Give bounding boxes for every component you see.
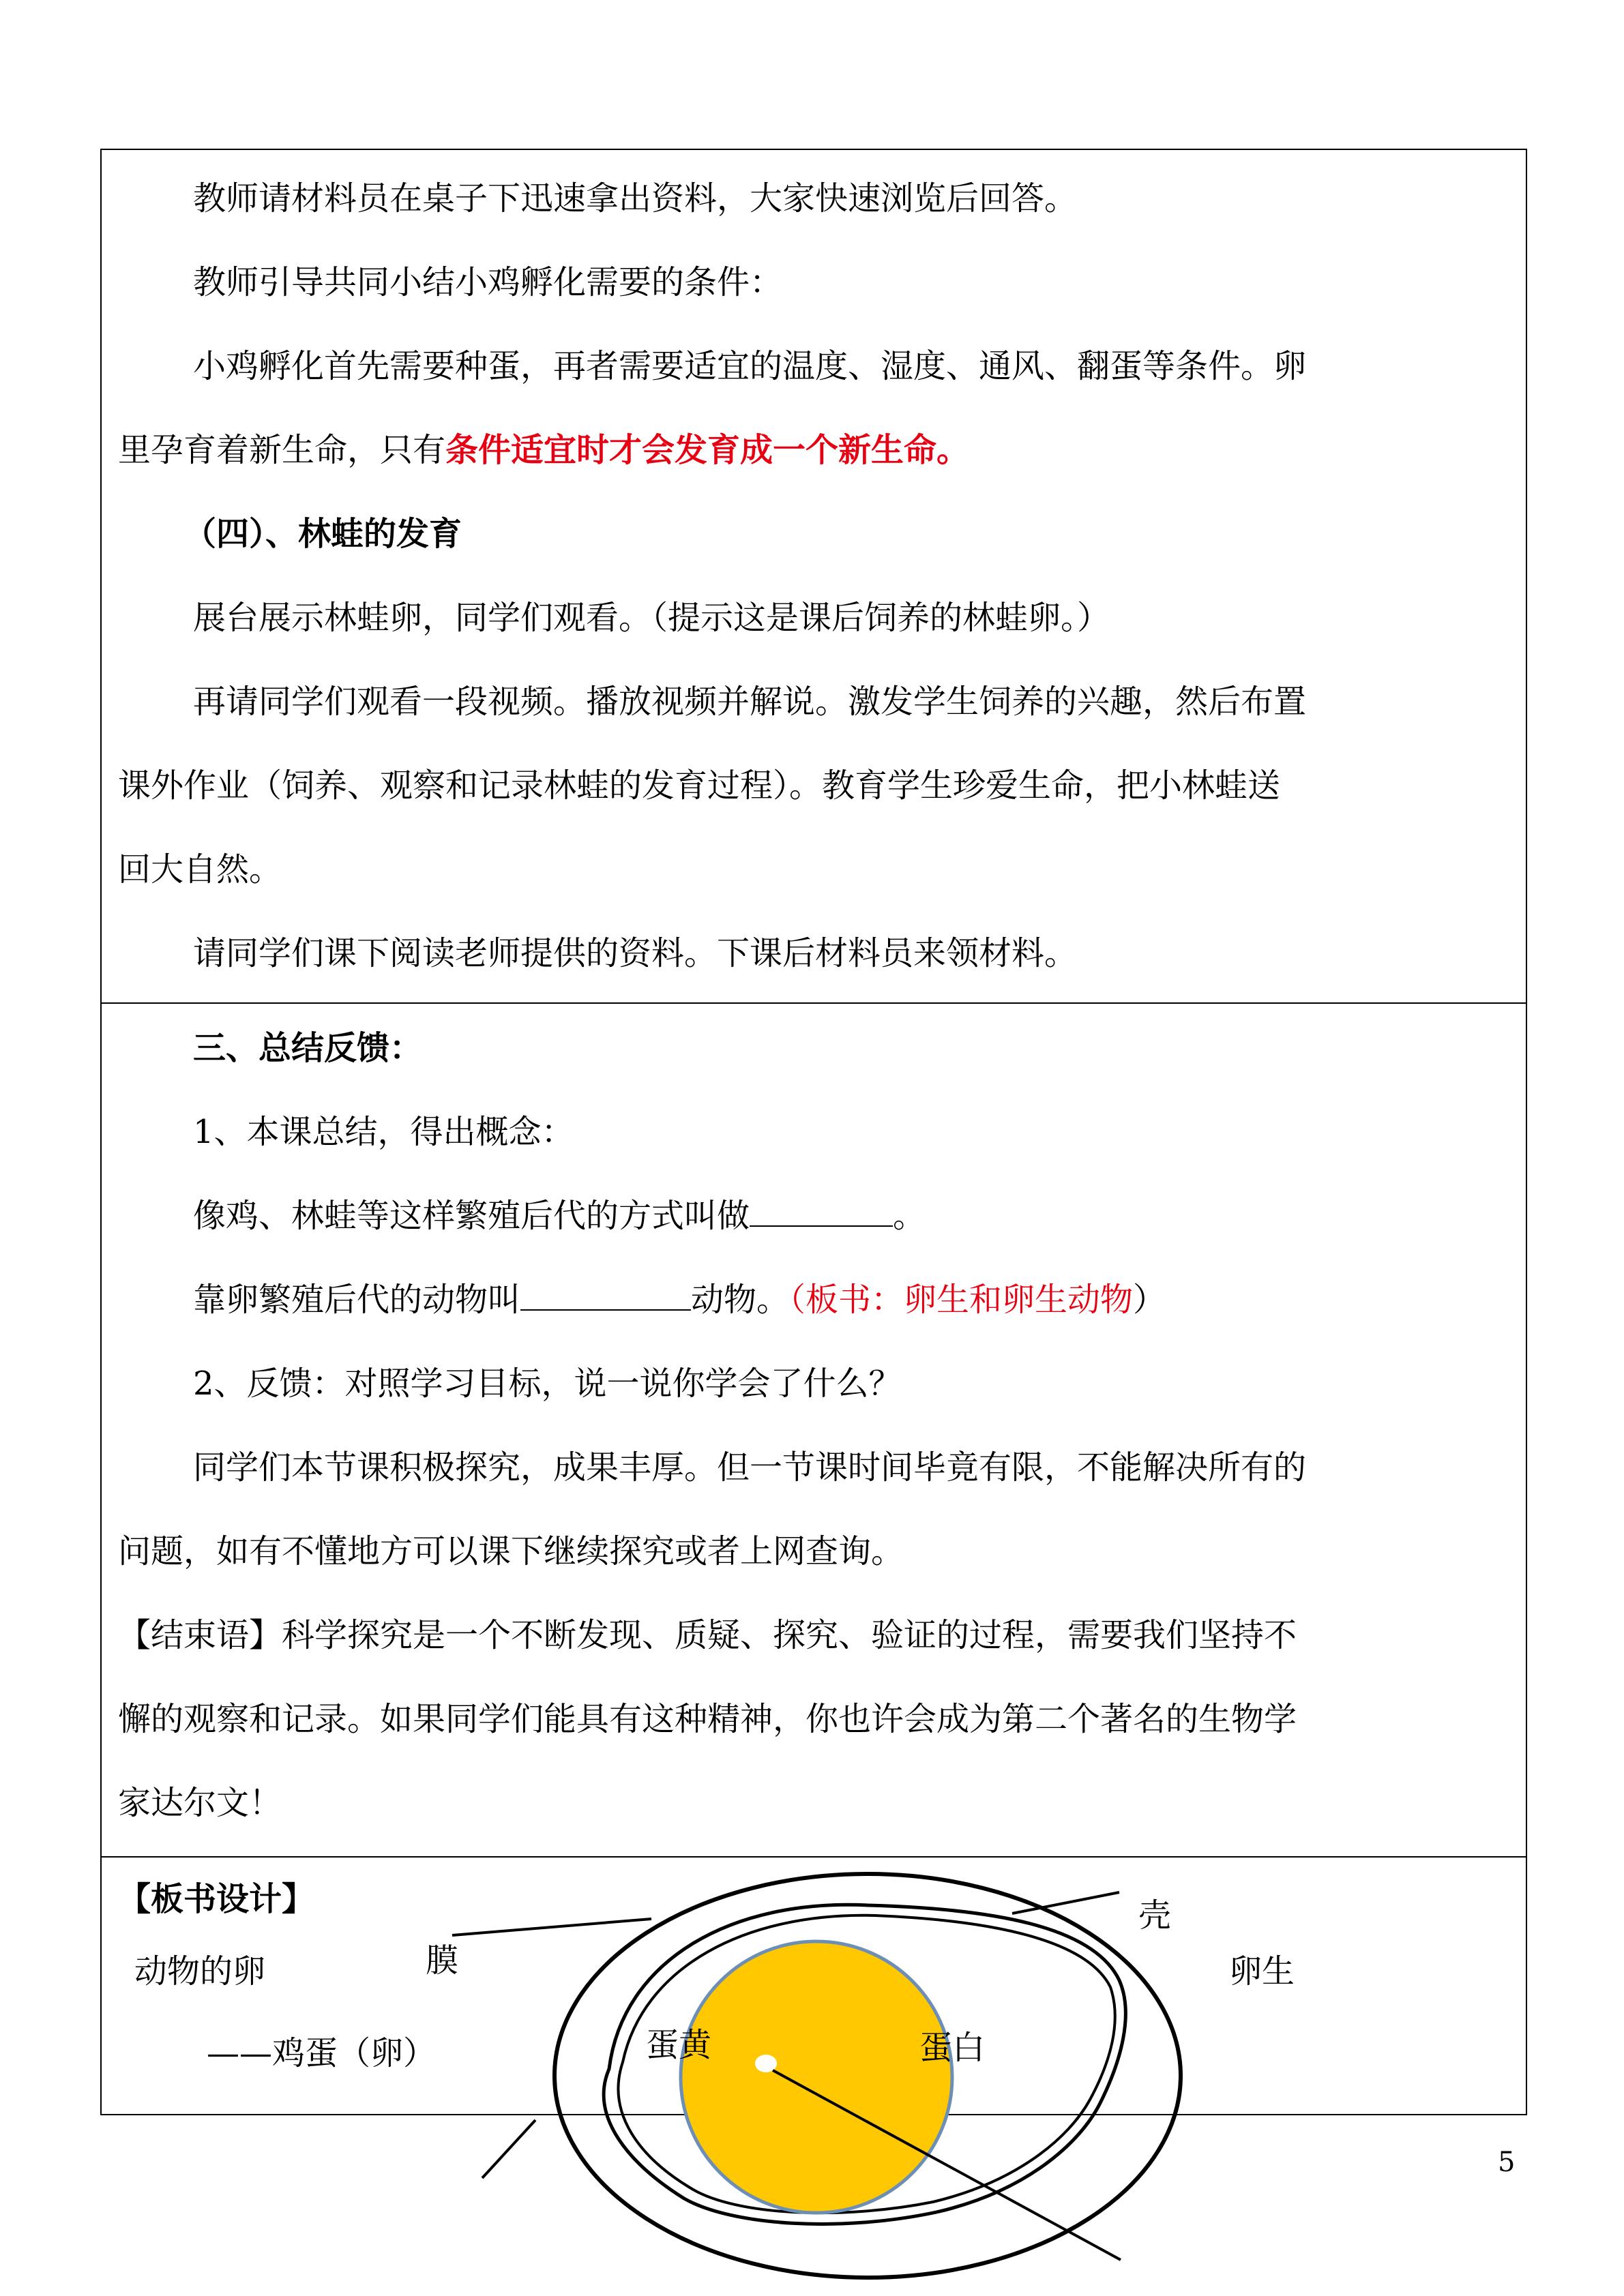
section-activity: [101, 149, 1526, 1003]
paragraph: 小鸡孵化首先需要种蛋，再者需要适宜的温度、湿度、通风、翻蛋等条件。卵: [193, 347, 1307, 385]
paragraph: 教师引导共同小结小鸡孵化需要的条件：: [193, 263, 783, 301]
paragraph: 2、反馈：对照学习目标，说一说你学会了什么？: [193, 1365, 902, 1403]
label-membrane: 膜: [426, 1941, 459, 1980]
closing-remark: 懈的观察和记录。如果同学们能具有这种精神，你也许会成为第二个著名的生物学: [118, 1700, 1297, 1738]
page-number: 5: [1498, 2147, 1516, 2178]
paragraph: 里孕育着新生命，只有条件适宜时才会发育成一个新生命。: [118, 431, 970, 469]
label-yolk: 蛋黄: [646, 2026, 712, 2064]
fill-in-line: 像鸡、林蛙等这样繁殖后代的方式叫做 。: [193, 1197, 926, 1235]
paragraph: 请同学们课下阅读老师提供的资料。下课后材料员来领材料。: [193, 934, 1078, 972]
lesson-plan-table: [100, 149, 1527, 2115]
board-title: 动物的卵: [134, 1952, 266, 1991]
section-heading: 三、总结反馈：: [193, 1029, 423, 1067]
highlight-text: 条件适宜时才会发育成一个新生命。: [445, 431, 970, 469]
board-note: （板书：卵生和卵生动物: [789, 1281, 1134, 1319]
paragraph: 问题，如有不懂地方可以课下继续探究或者上网查询。: [118, 1532, 904, 1570]
paragraph: 教师请材料员在桌子下迅速拿出资料，大家快速浏览后回答。: [193, 179, 1078, 218]
paragraph: 展台展示林蛙卵，同学们观看。（提示这是课后饲养的林蛙卵。）: [193, 599, 1110, 637]
closing-remark: 家达尔文！: [118, 1784, 282, 1822]
section-heading: （四）、林蛙的发育: [183, 515, 462, 553]
paragraph: 1、本课总结，得出概念：: [193, 1113, 574, 1151]
paragraph: 课外作业（饲养、观察和记录林蛙的发育过程）。教育学生珍爱生命，把小林蛙送: [118, 766, 1281, 805]
closing-remark: 【结束语】科学探究是一个不断发现、质疑、探究、验证的过程，需要我们坚持不: [118, 1616, 1297, 1654]
membrane-pointer-line: [452, 1919, 651, 1935]
lesson-plan-sheet: [100, 149, 1527, 2115]
board-subtitle: ——鸡蛋（卵）: [207, 2034, 437, 2072]
label-shell: 壳: [1138, 1896, 1172, 1935]
board-design-heading: 【板书设计】: [118, 1880, 315, 1918]
egg-yolk: [681, 1941, 952, 2213]
left-pointer-line: [482, 2120, 535, 2178]
paragraph: 同学们本节课积极探究，成果丰厚。但一节课时间毕竟有限，不能解决所有的: [193, 1448, 1307, 1487]
label-oviparous: 卵生: [1229, 1952, 1295, 1991]
paragraph: 回大自然。: [118, 850, 282, 889]
section-board-design: [101, 1857, 1526, 2115]
fill-in-line: 靠卵繁殖后代的动物叫 动物。（板书：卵生和卵生动物）: [193, 1281, 1166, 1319]
label-egg-white: 蛋白: [919, 2029, 986, 2067]
answer-blank[interactable]: [750, 1195, 893, 1227]
paragraph: 再请同学们观看一段视频。播放视频并解说。激发学生饲养的兴趣，然后布置: [193, 683, 1307, 721]
section-summary: [101, 1003, 1526, 1857]
answer-blank[interactable]: [520, 1279, 691, 1311]
